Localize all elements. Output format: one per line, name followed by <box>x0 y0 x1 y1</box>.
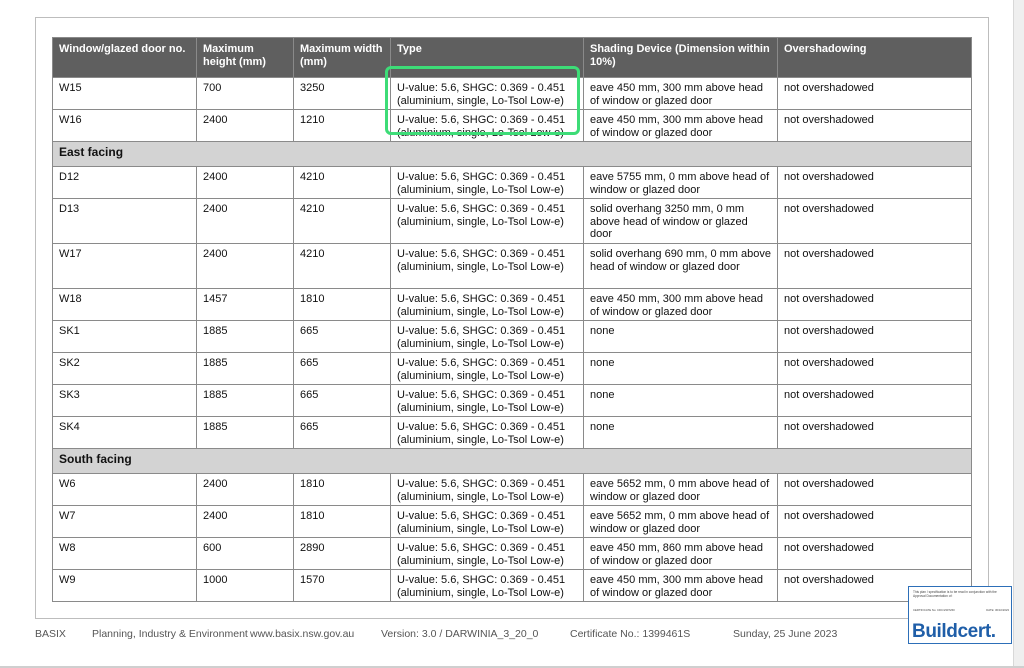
table-row <box>53 110 972 142</box>
table-row <box>53 570 972 602</box>
table-row <box>53 244 972 289</box>
cell-shading: eave 450 mm, 300 mm above head of window or glazed door <box>584 289 778 321</box>
cell-width: 4210 <box>294 244 391 289</box>
table-row <box>53 321 972 353</box>
footer-certificate: Certificate No.: 1399461S <box>570 628 691 640</box>
glazing-table <box>52 37 972 602</box>
cell-height: 2400 <box>197 199 294 244</box>
section-label: East facing <box>53 142 972 167</box>
cell-width: 665 <box>294 353 391 385</box>
cell-type: U-value: 5.6, SHGC: 0.369 - 0.451 (aluminium, single, Lo-Tsol Low-e) <box>391 417 584 449</box>
cell-type: U-value: 5.6, SHGC: 0.369 - 0.451 (aluminium, single, Lo-Tsol Low-e) <box>391 474 584 506</box>
cell-id: W17 <box>53 244 197 289</box>
cell-id: SK4 <box>53 417 197 449</box>
cell-height: 2400 <box>197 167 294 199</box>
header-cell: Overshadowing <box>778 38 972 78</box>
cell-width: 665 <box>294 417 391 449</box>
cell-height: 2400 <box>197 244 294 289</box>
scrollbar-track[interactable] <box>1013 0 1024 668</box>
cell-type: U-value: 5.6, SHGC: 0.369 - 0.451 (aluminium, single, Lo-Tsol Low-e) <box>391 78 584 110</box>
cell-type: U-value: 5.6, SHGC: 0.369 - 0.451 (aluminium, single, Lo-Tsol Low-e) <box>391 385 584 417</box>
cell-overshadowing: not overshadowed <box>778 289 972 321</box>
cell-id: SK3 <box>53 385 197 417</box>
cell-shading: none <box>584 385 778 417</box>
cell-type: U-value: 5.6, SHGC: 0.369 - 0.451 (aluminium, single, Lo-Tsol Low-e) <box>391 353 584 385</box>
cell-id: D13 <box>53 199 197 244</box>
footer-date: Sunday, 25 June 2023 <box>733 628 838 640</box>
cell-height: 1000 <box>197 570 294 602</box>
cell-width: 665 <box>294 385 391 417</box>
stamp-certificate-label: CERTIFICATE No: CDC/2307260 <box>913 608 955 612</box>
cell-height: 2400 <box>197 474 294 506</box>
header-cell: Type <box>391 38 584 78</box>
stamp-certificate <box>913 608 1009 612</box>
cell-width: 1810 <box>294 506 391 538</box>
cell-type: U-value: 5.6, SHGC: 0.369 - 0.451 (aluminium, single, Lo-Tsol Low-e) <box>391 289 584 321</box>
cell-id: W15 <box>53 78 197 110</box>
cell-height: 1885 <box>197 353 294 385</box>
cell-shading: none <box>584 353 778 385</box>
cell-type: U-value: 5.6, SHGC: 0.369 - 0.451 (aluminium, single, Lo-Tsol Low-e) <box>391 321 584 353</box>
stamp-date-label: DATE: 30/10/2023 <box>986 608 1009 612</box>
footer-department: Planning, Industry & Environment <box>92 628 248 640</box>
cell-width: 2890 <box>294 538 391 570</box>
table-row <box>53 289 972 321</box>
cell-overshadowing: not overshadowed <box>778 110 972 142</box>
cell-overshadowing: not overshadowed <box>778 321 972 353</box>
footer-basix: BASIX <box>35 628 66 640</box>
header-cell: Maximum width (mm) <box>294 38 391 78</box>
cell-type: U-value: 5.6, SHGC: 0.369 - 0.451 (aluminium, single, Lo-Tsol Low-e) <box>391 244 584 289</box>
cell-height: 1885 <box>197 417 294 449</box>
cell-overshadowing: not overshadowed <box>778 538 972 570</box>
cell-overshadowing: not overshadowed <box>778 385 972 417</box>
table-row <box>53 506 972 538</box>
table-row <box>53 78 972 110</box>
cell-shading: solid overhang 3250 mm, 0 mm above head of window or glazed door <box>584 199 778 244</box>
section-label: South facing <box>53 449 972 474</box>
cell-overshadowing: not overshadowed <box>778 78 972 110</box>
cell-height: 1457 <box>197 289 294 321</box>
table-row <box>53 199 972 244</box>
cell-overshadowing: not overshadowed <box>778 506 972 538</box>
cell-height: 2400 <box>197 110 294 142</box>
cell-shading: eave 450 mm, 300 mm above head of window or glazed door <box>584 570 778 602</box>
cell-overshadowing: not overshadowed <box>778 417 972 449</box>
cell-type: U-value: 5.6, SHGC: 0.369 - 0.451 (aluminium, single, Lo-Tsol Low-e) <box>391 199 584 244</box>
table-row <box>53 538 972 570</box>
cell-id: W8 <box>53 538 197 570</box>
cell-height: 600 <box>197 538 294 570</box>
cell-id: W16 <box>53 110 197 142</box>
cell-shading: eave 5652 mm, 0 mm above head of window or glazed door <box>584 474 778 506</box>
cell-shading: none <box>584 417 778 449</box>
section-row <box>53 142 972 167</box>
table-header-row <box>53 38 972 78</box>
cell-shading: none <box>584 321 778 353</box>
cell-type: U-value: 5.6, SHGC: 0.369 - 0.451 (aluminium, single, Lo-Tsol Low-e) <box>391 167 584 199</box>
cell-id: SK2 <box>53 353 197 385</box>
cell-overshadowing: not overshadowed <box>778 474 972 506</box>
buildcert-logo: Buildcert. <box>912 621 996 642</box>
cell-id: D12 <box>53 167 197 199</box>
table-row <box>53 474 972 506</box>
table-row <box>53 167 972 199</box>
cell-overshadowing: not overshadowed <box>778 244 972 289</box>
cell-height: 2400 <box>197 506 294 538</box>
cell-type: U-value: 5.6, SHGC: 0.369 - 0.451 (aluminium, single, Lo-Tsol Low-e) <box>391 538 584 570</box>
cell-width: 3250 <box>294 78 391 110</box>
table-row <box>53 353 972 385</box>
cell-overshadowing: not overshadowed <box>778 167 972 199</box>
cell-id: W18 <box>53 289 197 321</box>
cell-width: 1810 <box>294 474 391 506</box>
cell-shading: eave 450 mm, 300 mm above head of window or glazed door <box>584 110 778 142</box>
cell-width: 1210 <box>294 110 391 142</box>
footer-version: Version: 3.0 / DARWINIA_3_20_0 <box>381 628 539 640</box>
cell-width: 665 <box>294 321 391 353</box>
cell-overshadowing: not overshadowed <box>778 199 972 244</box>
table-row <box>53 385 972 417</box>
cell-shading: eave 5755 mm, 0 mm above head of window or glazed door <box>584 167 778 199</box>
cell-height: 1885 <box>197 385 294 417</box>
cell-height: 1885 <box>197 321 294 353</box>
cell-width: 4210 <box>294 199 391 244</box>
cell-shading: solid overhang 690 mm, 0 mm above head of window or glazed door <box>584 244 778 289</box>
cell-id: W7 <box>53 506 197 538</box>
cell-height: 700 <box>197 78 294 110</box>
cell-type: U-value: 5.6, SHGC: 0.369 - 0.451 (aluminium, single, Lo-Tsol Low-e) <box>391 570 584 602</box>
cell-width: 1570 <box>294 570 391 602</box>
cell-id: W6 <box>53 474 197 506</box>
cell-shading: eave 5652 mm, 0 mm above head of window or glazed door <box>584 506 778 538</box>
cell-id: W9 <box>53 570 197 602</box>
footer-website[interactable]: www.basix.nsw.gov.au <box>250 628 355 640</box>
buildcert-stamp <box>908 586 1012 644</box>
stamp-note: This plan / specification is to be read in conjunction with the Approval Documentation of: <box>913 590 997 598</box>
section-row <box>53 449 972 474</box>
cell-id: SK1 <box>53 321 197 353</box>
header-cell: Window/glazed door no. <box>53 38 197 78</box>
cell-shading: eave 450 mm, 300 mm above head of window or glazed door <box>584 78 778 110</box>
cell-width: 4210 <box>294 167 391 199</box>
cell-shading: eave 450 mm, 860 mm above head of window or glazed door <box>584 538 778 570</box>
cell-overshadowing: not overshadowed <box>778 353 972 385</box>
cell-width: 1810 <box>294 289 391 321</box>
header-cell: Maximum height (mm) <box>197 38 294 78</box>
header-cell: Shading Device (Dimension within 10%) <box>584 38 778 78</box>
cell-type: U-value: 5.6, SHGC: 0.369 - 0.451 (aluminium, single, Lo-Tsol Low-e) <box>391 110 584 142</box>
cell-overshadowing: not overshadowed <box>778 570 972 602</box>
table-row <box>53 417 972 449</box>
cell-type: U-value: 5.6, SHGC: 0.369 - 0.451 (aluminium, single, Lo-Tsol Low-e) <box>391 506 584 538</box>
